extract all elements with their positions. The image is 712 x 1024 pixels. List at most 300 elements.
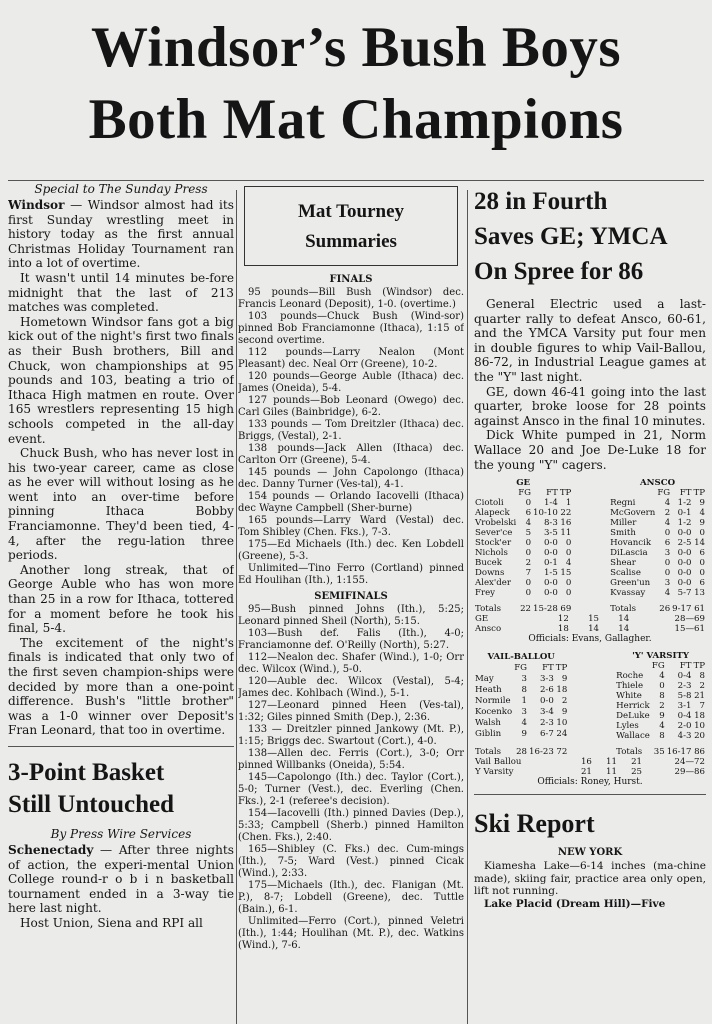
player-name: Frey <box>475 588 496 599</box>
summary-result: 165—Shibley (C. Fks.) dec. Cum-mings (Ith.), 7-5; Ward (Vest.) pinned Cicak (Wind.), 2:33. <box>238 844 464 879</box>
player-stat: 10 <box>694 721 705 732</box>
player-row <box>474 508 572 518</box>
player-name: DiLascia <box>610 548 648 559</box>
score-team: Vail Ballou <box>475 757 522 768</box>
player-stat: 11 <box>560 528 572 539</box>
score-period: 16 <box>580 757 592 768</box>
player-row <box>609 518 706 528</box>
total-cell: Totals <box>610 604 637 615</box>
player-stat: 9 <box>561 673 568 684</box>
player-stat: 24 <box>556 729 568 740</box>
player-name: Wallace <box>616 731 650 742</box>
summary-result: 103—Bush def. Falis (Ith.), 4-0; Franciamonne def. O'Reilly (North), 5:27. <box>238 628 464 651</box>
player-stat: 20 <box>694 731 705 742</box>
summary-result: 145—Capolongo (Ith.) dec. Taylor (Cort.), 5-0; Turner (Vest.), dec. Everling (Chen. Fks.), 2-1 (referee's decision). <box>238 772 464 807</box>
score-by-periods <box>474 757 706 777</box>
player-row <box>615 711 706 721</box>
team-name: ANSCO <box>640 478 676 489</box>
column-header: FG <box>514 662 528 673</box>
player-name: Stock'er <box>475 538 512 549</box>
total-cell: 26 <box>659 604 671 615</box>
basket-headline <box>8 757 234 821</box>
player-stat: 0 <box>565 588 572 599</box>
player-stat: 7 <box>699 701 705 712</box>
summary-result: 120—Auble dec. Wilcox (Vestal), 5-4; James dec. Kohlbach (Wind.), 5-1. <box>238 676 464 699</box>
player-stat: 0-0 <box>677 578 692 589</box>
column-header: FT <box>679 488 692 499</box>
player-name: White <box>616 691 642 702</box>
divider <box>474 794 706 795</box>
player-stat: 4 <box>659 671 665 682</box>
score-period: 14 <box>588 624 600 635</box>
player-stat: 0 <box>565 538 572 549</box>
player-stat: 0 <box>664 528 671 539</box>
player-name: Hovancik <box>610 538 652 549</box>
column-header: TP <box>555 662 568 673</box>
summary-result: Unlimited—Ferro (Cort.), pinned Veletri (Ith.), 1:44; Houlihan (Mt. P.), dec. Watkins (Wind.), 7-6. <box>238 916 464 951</box>
summary-result: 175—Michaels (Ith.), dec. Flanigan (Mt. P.), 8-7; Lobdell (Greene), dec. Tuttle (Bain.), 6-1. <box>238 880 464 915</box>
ge-headline <box>474 184 706 289</box>
summary-result: 175—Ed Michaels (Ith.) dec. Ken Lobdell (Greene), 5-3. <box>238 539 464 562</box>
team-box-table <box>615 651 706 757</box>
summary-result: 120 pounds—George Auble (Ithaca) dec. James (Oneida), 5-4. <box>238 371 464 394</box>
player-row <box>615 671 706 681</box>
player-stat: 4 <box>565 558 572 569</box>
player-row <box>615 681 706 691</box>
player-stat: 0-0 <box>677 528 692 539</box>
column-header: TP <box>693 661 705 672</box>
player-stat: 9 <box>521 729 528 740</box>
player-row <box>474 729 568 740</box>
score-period: 25 <box>631 767 643 778</box>
ski-entry: Lake Placid (Dream Hill)—Five <box>484 897 666 910</box>
player-name: Shear <box>610 558 636 569</box>
player-stat: 1 <box>565 498 572 509</box>
ski-entry: Kiamesha Lake—6-14 inches (ma-chine made), skiing fair, practice area only open, lift not running. <box>474 860 706 898</box>
ge-headline-line: On Spree for 86 <box>474 258 644 285</box>
player-stat: 0 <box>699 528 705 539</box>
box-score-columns <box>474 651 706 757</box>
column-header: FG <box>657 488 671 499</box>
player-row <box>609 508 706 518</box>
player-row <box>609 498 706 508</box>
player-name: Lyles <box>616 721 639 732</box>
player-row <box>474 558 572 568</box>
score-by-periods <box>474 614 706 634</box>
player-name: Kocenko <box>475 707 513 718</box>
column-header: FG <box>518 488 532 499</box>
player-stat: 0-1 <box>677 508 692 519</box>
player-stat: 2 <box>664 508 671 519</box>
column-ge-story <box>474 182 706 1024</box>
column-header <box>474 662 513 673</box>
player-stat: 6 <box>699 578 705 589</box>
finals-list <box>238 287 464 587</box>
player-name: DeLuke <box>616 711 650 722</box>
column-header: FT <box>679 661 692 672</box>
player-stat: 5-7 <box>677 588 692 599</box>
ge-headline-line: Saves GE; YMCA <box>474 223 668 250</box>
total-cell: 69 <box>560 604 572 615</box>
box-score-ge-ansco <box>474 478 706 645</box>
player-row <box>474 718 568 729</box>
total-cell: Totals <box>475 604 501 615</box>
total-cell: 16-17 <box>666 747 692 758</box>
player-stat: 4 <box>699 508 705 519</box>
player-stat: 8 <box>699 671 705 682</box>
player-stat: 0 <box>525 588 532 599</box>
player-stat: 2-3 <box>539 718 554 729</box>
headline <box>0 0 712 180</box>
total-cell: 22 <box>520 604 532 615</box>
player-stat: 1-2 <box>677 498 692 509</box>
basket-headline-line-1: 3-Point Basket <box>8 758 165 786</box>
player-row <box>609 568 706 578</box>
player-stat: 1 <box>521 696 528 707</box>
summary-result: 127—Leonard pinned Heen (Ves-tal), 1:32; Giles pinned Smith (Dep.), 2:36. <box>238 700 464 723</box>
player-stat: 10 <box>556 718 568 729</box>
paragraph: Dick White pumped in 21, Norm Wallace 20 and Joe De-Luke 18 for the young "Y" cagers. <box>474 428 706 472</box>
player-stat: 0 <box>659 681 665 692</box>
player-row <box>474 518 572 528</box>
player-stat: 9 <box>699 498 705 509</box>
score-period: 11 <box>606 757 617 768</box>
summary-result: 112 pounds—Larry Nealon (Mont Pleasant) dec. Neal Orr (Greene), 10-2. <box>238 347 464 370</box>
ski-entries <box>474 860 706 910</box>
player-stat: 4 <box>664 588 671 599</box>
total-cell: 86 <box>694 747 705 758</box>
player-name: McGovern <box>610 508 656 519</box>
player-name: Roche <box>616 671 644 682</box>
summary-result: 133 — Dreitzler pinned Jankowy (Mt. P.), 1:15; Briggs dec. Swartout (Cort.), 4-0. <box>238 724 464 747</box>
player-stat: 0 <box>565 548 572 559</box>
player-stat: 0 <box>525 578 532 589</box>
player-stat: 0 <box>699 568 705 579</box>
score-period: 21 <box>580 767 592 778</box>
paragraph: General Electric used a last-quarter rally to defeat Ansco, 60-61, and the YMCA Varsity put four men in double figures to whip Vail-Ballou, 86-72, in Industrial League games at the "Y" last night. <box>474 297 706 384</box>
player-stat: 16 <box>560 518 572 529</box>
total-cell: 61 <box>694 604 705 615</box>
player-row <box>609 588 706 598</box>
team-box-table <box>474 651 568 757</box>
ski-region: NEW YORK <box>557 847 623 859</box>
column-rule <box>467 190 468 1024</box>
player-stat: 9 <box>699 518 705 529</box>
player-stat: 4 <box>664 498 671 509</box>
paragraph: GE, down 46-41 going into the last quarter, broke loose for 28 points against Ansco in the final 10 minutes. <box>474 384 706 428</box>
divider <box>8 746 234 747</box>
player-stat: 13 <box>694 588 705 599</box>
summary-result: 138 pounds—Jack Allen (Ithaca) dec. Carlton Orr (Greene), 5-4. <box>238 443 464 466</box>
total-cell: 16-23 <box>529 746 554 757</box>
totals-row <box>474 746 568 757</box>
player-stat: 2-6 <box>539 685 554 695</box>
player-name: Green'un <box>610 578 651 589</box>
column-header: FT <box>542 662 554 673</box>
player-name: Alex'der <box>475 578 511 589</box>
player-stat: 5 <box>525 528 532 539</box>
score-period: 18 <box>557 624 569 635</box>
summary-result: 165 pounds—Larry Ward (Vestal) dec. Tom Shibley (Chen. Fks.), 7-3. <box>238 515 464 538</box>
column-header <box>615 661 651 671</box>
player-name: Vrobelski <box>475 518 517 529</box>
team-box-table <box>474 478 572 614</box>
player-name: Sever'ce <box>475 528 513 539</box>
player-stat: 18 <box>694 711 705 722</box>
basket-dateline: Schenectady <box>8 842 94 857</box>
player-row <box>609 538 706 548</box>
player-stat: 0-4 <box>677 711 692 722</box>
player-stat: 6 <box>525 508 532 519</box>
player-stat: 4 <box>525 518 532 529</box>
summary-result: 154—Iacovelli (Ith.) pinned Davies (Dep.), 5:33; Campbell (Sherb.) pinned Hamilton (Chen. Fks.), 2:40. <box>238 808 464 843</box>
player-stat: 0-0 <box>677 568 692 579</box>
column-header: TP <box>693 488 705 499</box>
paragraph: — After three nights of action, the experi-mental Union College round-r o b i n basketball tournament ended in a 3-way tie here last night. <box>8 842 234 916</box>
column-rule <box>236 190 237 1024</box>
column-header <box>474 488 517 498</box>
score-period: 21 <box>631 757 643 768</box>
total-cell: Totals <box>616 747 643 758</box>
total-cell: 15-28 <box>533 604 558 615</box>
basket-headline-line-2: Still Untouched <box>8 790 175 818</box>
ge-story-body <box>474 297 706 472</box>
ge-headline-line: 28 in Fourth <box>474 188 608 215</box>
player-stat: 0 <box>699 558 705 569</box>
player-row <box>474 707 568 718</box>
player-stat: 0 <box>525 548 532 559</box>
player-stat: 0-4 <box>677 671 692 682</box>
player-stat: 0 <box>525 538 532 549</box>
total-cell: 72 <box>556 746 568 757</box>
player-stat: 18 <box>556 685 568 695</box>
player-stat: 3 <box>521 707 528 718</box>
player-name: Thiele <box>616 681 644 692</box>
player-stat: 0 <box>525 498 532 509</box>
column-header: FG <box>651 661 665 672</box>
paragraph: It wasn't until 14 minutes be-fore midnight that the last of 213 matches was completed. <box>8 270 234 315</box>
totals-row <box>615 747 706 757</box>
score-period: 14 <box>618 614 630 625</box>
player-stat: 0-0 <box>543 548 558 559</box>
player-row <box>474 588 572 598</box>
player-name: May <box>475 673 494 684</box>
player-stat: 0-0 <box>543 578 558 589</box>
player-row <box>609 578 706 588</box>
player-row <box>474 528 572 538</box>
player-name: Bucek <box>475 558 502 569</box>
player-stat: 4 <box>664 518 671 529</box>
score-period: 24—72 <box>674 757 705 768</box>
player-stat: 6 <box>664 538 671 549</box>
player-stat: 0-1 <box>543 558 558 569</box>
semifinals-list <box>238 604 464 952</box>
paragraph: — Windsor almost had its first Sunday wrestling meet in history today as the first annual Christmas Holiday Tournament ran into a lot of overtime. <box>8 198 234 271</box>
team-name: GE <box>516 478 531 489</box>
player-name: Heath <box>475 685 502 695</box>
player-stat: 1-2 <box>677 518 692 529</box>
player-stat: 0 <box>664 558 671 569</box>
summaries-title-line-1: Mat Tourney <box>297 201 405 222</box>
player-row <box>609 528 706 538</box>
score-period: 12 <box>557 614 569 625</box>
player-row <box>474 498 572 508</box>
player-stat: 9 <box>659 711 665 722</box>
player-row <box>609 548 706 558</box>
player-stat: 2 <box>525 558 532 569</box>
player-name: Normile <box>475 696 511 707</box>
total-cell: 35 <box>653 747 665 758</box>
player-name: Ciotoli <box>475 498 504 509</box>
totals-row <box>609 604 706 614</box>
column-header: FT <box>546 488 558 499</box>
player-stat: 0-0 <box>539 696 554 707</box>
score-period: 15 <box>588 614 600 625</box>
score-period: 11 <box>606 767 617 778</box>
summary-result: 138—Allen dec. Ferris (Cort.), 3-0; Orr pinned Willbanks (Oneida), 5:54. <box>238 748 464 771</box>
paragraph: The excitement of the night's finals is indicated that only two of the first seven champion-ships were decided by more than a one-point difference. Bush's "little brother" was a 1-0 winner over Deposit's Fran Leonard, that too in overtime. <box>8 635 234 738</box>
score-period: 14 <box>618 624 630 635</box>
summary-result: 154 pounds — Orlando Iacovelli (Ithaca) dec Wayne Campbell (Sher-burne) <box>238 491 464 514</box>
player-name: Downs <box>475 568 505 579</box>
score-team: Y Varsity <box>475 767 514 778</box>
player-stat: 2-0 <box>677 721 692 732</box>
player-row <box>474 684 568 695</box>
summary-result: 133 pounds — Tom Dreitzler (Ithaca) dec. Briggs, (Vestal), 2-1. <box>238 419 464 442</box>
player-row <box>474 548 572 558</box>
player-row <box>609 558 706 568</box>
summaries-title-line-2: Summaries <box>305 231 397 252</box>
player-stat: 0 <box>565 578 572 589</box>
dateline: Windsor <box>8 198 65 212</box>
finals-heading: FINALS <box>329 274 373 285</box>
player-stat: 22 <box>560 508 572 519</box>
summary-result: Unlimited—Tino Ferro (Cortland) pinned Ed Houlihan (Ith.), 1:155. <box>238 563 464 586</box>
player-stat: 0-0 <box>677 558 692 569</box>
player-stat: 3-1 <box>677 701 692 712</box>
top-rule <box>8 180 704 181</box>
player-stat: 8 <box>521 685 528 695</box>
player-stat: 7 <box>525 568 532 579</box>
player-stat: 14 <box>694 538 705 549</box>
score-team: GE <box>475 614 489 625</box>
basket-story-body <box>8 843 234 931</box>
player-row <box>615 721 706 731</box>
player-stat: 0 <box>664 568 671 579</box>
player-stat: 4 <box>659 721 665 732</box>
basket-byline: By Press Wire Services <box>50 826 192 841</box>
player-name: Scalise <box>610 568 641 579</box>
player-row <box>615 701 706 711</box>
total-cell: Totals <box>475 746 501 757</box>
player-name: Herrick <box>616 701 650 712</box>
officials: Officials: Roney, Hurst. <box>537 777 643 788</box>
player-stat: 3-5 <box>543 528 558 539</box>
player-name: Giblin <box>475 729 502 740</box>
player-stat: 8-3 <box>543 518 558 529</box>
paragraph: Hometown Windsor fans got a big kick out of the night's first two finals as their Bush brothers, Bill and Chuck, won championships at 95 pounds and 103, beating a trio of Ithaca High matmen en route. Over 165 wrestlers representing 15 high schools competed in the all-day event. <box>8 314 234 446</box>
player-stat: 2-5 <box>677 538 692 549</box>
player-stat: 0-0 <box>543 588 558 599</box>
player-row <box>474 673 568 684</box>
team-box-table <box>609 478 706 614</box>
column-main-story <box>8 182 234 1024</box>
column-summaries <box>238 182 464 1024</box>
summary-result: 95 pounds—Bill Bush (Windsor) dec. Francis Leonard (Deposit), 1-0. (overtime.) <box>238 287 464 310</box>
player-stat: 6-7 <box>539 729 554 740</box>
total-cell: 9-17 <box>672 604 692 615</box>
score-period: 28—69 <box>674 614 705 625</box>
summaries-box <box>244 186 458 266</box>
player-stat: 10-10 <box>533 508 558 519</box>
box-score-vail-y <box>474 651 706 788</box>
player-stat: 2 <box>699 681 705 692</box>
summary-result: 112—Nealon dec. Shafer (Wind.), 1-0; Orr dec. Wilcox (Wind.), 5-0. <box>238 652 464 675</box>
player-stat: 1-5 <box>543 568 558 579</box>
ski-headline: Ski Report <box>474 809 595 839</box>
column-header: TP <box>559 488 572 499</box>
team-name: 'Y' VARSITY <box>632 651 690 662</box>
paragraph: Chuck Bush, who has never lost in his two-year career, came as close as he ever will without losing as he went into an over-time before pinning Ithaca Bobby Franciamonne. They'd been tied, 4-4, after the regu-lation three periods. <box>8 446 234 563</box>
player-stat: 0-0 <box>543 538 558 549</box>
player-stat: 2 <box>659 701 665 712</box>
player-stat: 4-3 <box>677 731 692 742</box>
player-stat: 2 <box>561 696 568 707</box>
player-name: Regni <box>610 498 636 509</box>
player-stat: 3-3 <box>539 673 554 684</box>
player-stat: 0-0 <box>677 548 692 559</box>
player-name: Nichols <box>475 548 508 559</box>
total-cell: 28 <box>516 746 528 757</box>
player-name: Alapeck <box>475 508 510 519</box>
player-row <box>474 578 572 588</box>
main-story-body <box>8 198 234 738</box>
player-name: Kvassay <box>610 588 646 599</box>
player-name: Smith <box>610 528 636 539</box>
paragraph: Host Union, Siena and RPI all <box>20 915 203 930</box>
box-score-columns <box>474 478 706 614</box>
player-stat: 3 <box>664 548 671 559</box>
player-stat: 1-4 <box>543 498 558 509</box>
semifinals-heading: SEMIFINALS <box>314 591 388 602</box>
player-row <box>474 538 572 548</box>
player-stat: 8 <box>659 731 665 742</box>
summary-result: 127 pounds—Bob Leonard (Owego) dec. Carl Giles (Bainbridge), 6-2. <box>238 395 464 418</box>
team-name: VAIL-BALLOU <box>487 651 555 662</box>
player-name: Miller <box>610 518 637 529</box>
player-row <box>615 691 706 701</box>
officials: Officials: Evans, Gallagher. <box>528 634 652 645</box>
player-stat: 3 <box>664 578 671 589</box>
player-row <box>474 568 572 578</box>
player-name: Walsh <box>475 718 501 729</box>
headline-line-1: Windsor’s Bush Boys <box>90 16 622 79</box>
player-stat: 9 <box>561 707 568 718</box>
player-row <box>474 696 568 707</box>
score-period: 29—86 <box>674 767 705 778</box>
summary-result: 103 pounds—Chuck Bush (Wind-sor) pinned Bob Franciamonne (Ithaca), 1:15 of second overtime. <box>238 311 464 346</box>
player-stat: 21 <box>694 691 705 702</box>
player-stat: 2-3 <box>677 681 692 692</box>
byline: Special to The Sunday Press <box>34 182 208 196</box>
player-stat: 6 <box>699 548 705 559</box>
paragraph: Another long streak, that of George Auble who has won more than 25 in a row for Ithaca, tottered for a moment before he took his final, 5-4. <box>8 562 234 636</box>
player-stat: 5-8 <box>677 691 692 702</box>
player-stat: 15 <box>560 568 572 579</box>
player-stat: 4 <box>521 718 528 729</box>
player-stat: 3 <box>521 673 528 684</box>
totals-row <box>474 604 572 614</box>
